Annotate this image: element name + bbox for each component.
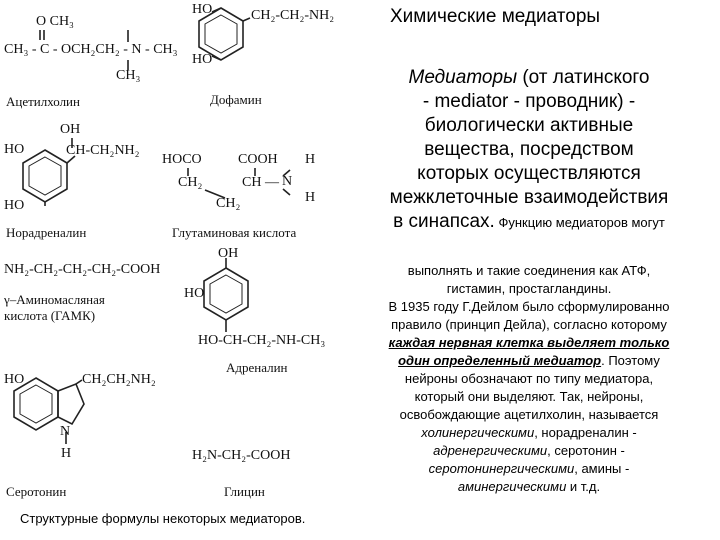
term-adrenergic: адренергическими: [433, 443, 548, 458]
definition-line: - mediator - проводник) -: [422, 91, 636, 112]
body-line: который они выделяют. Так, нейроны,: [414, 389, 644, 404]
glutamic-name: Глутаминовая кислота: [172, 225, 297, 240]
serotonin-name: Серотонин: [6, 484, 67, 499]
definition-line: которых осуществляются: [417, 163, 641, 184]
noradrenaline-side-chain: CH-CH₂NH₂: [66, 143, 140, 158]
figure-caption: Структурные формулы некоторых медиаторов.: [20, 511, 306, 526]
serotonin-ho: HO: [4, 372, 25, 387]
gaba-formula: NH₂-CH₂-CH₂-CH₂-COOH: [4, 262, 161, 277]
glutamic-n: N: [282, 174, 293, 189]
body-line: гистамин, простагландины.: [446, 281, 612, 296]
noradrenaline-name: Норадреналин: [6, 225, 87, 240]
definition-block: [338, 66, 720, 234]
slide-title: Химические медиаторы: [390, 6, 601, 27]
definition-line: Функцию медиаторов могут: [494, 215, 665, 230]
dopamine-side-chain: CH₂-CH₂-NH₂: [251, 8, 335, 23]
glutamic-ch2-left: CH₂: [178, 175, 203, 190]
adrenaline-ring: [204, 268, 248, 320]
glutamic-h-top: H: [305, 152, 316, 167]
body-line: , норадреналин -: [534, 425, 637, 440]
gaba-name-line1: γ–Аминомасляная: [4, 292, 105, 307]
gaba-name-line2: кислота (ГАМК): [4, 308, 96, 323]
glutamic-h-bottom: H: [305, 190, 316, 205]
body-line: нейроны обозначают по типу медиатора,: [404, 371, 654, 386]
glutamic-ch: CH —: [242, 175, 279, 190]
body-line: правило (принцип Дейла), согласно которому: [391, 317, 667, 332]
body-line: выполнять и такие соединения как АТФ,: [407, 263, 651, 278]
noradrenaline-ring: [23, 150, 67, 202]
adrenaline-ho-ring: HO: [184, 286, 205, 301]
glycine-formula: H₂N-CH₂-COOH: [192, 448, 291, 463]
body-line: . Поэтому: [601, 353, 660, 368]
acetylcholine-top-labels: O CH₃: [36, 14, 74, 29]
serotonin-side-chain: CH₂CH₂NH₂: [82, 372, 156, 387]
term-aminergic: аминергическими: [457, 479, 567, 494]
definition-line: (от латинского: [517, 67, 650, 88]
dopamine-ho-bottom: HO: [192, 52, 213, 67]
term-serotonergic: серотонинергическими: [428, 461, 575, 476]
adrenaline-name: Адреналин: [226, 360, 288, 375]
body-line: , серотонин -: [547, 443, 625, 458]
term-mediators: Медиаторы: [408, 67, 518, 88]
definition-line: межклеточные взаимодействия: [389, 187, 669, 208]
dopamine-name: Дофамин: [210, 92, 262, 107]
term-cholinergic: холинергическими: [421, 425, 535, 440]
acetylcholine-bottom-label: CH₃: [116, 68, 141, 83]
dale-principle-highlight: каждая нервная клетка выделяет только: [388, 335, 670, 350]
adrenaline-oh: OH: [218, 246, 239, 261]
noradrenaline-ho-bottom: HO: [4, 198, 25, 213]
body-line: и т.д.: [566, 479, 601, 494]
definition-line: вещества, посредством: [424, 139, 634, 160]
glutamic-ch2-bottom: CH₂: [216, 196, 241, 211]
serotonin-pyrrole-ring: [58, 384, 84, 424]
acetylcholine-name: Ацетилхолин: [6, 94, 80, 109]
dale-principle-highlight: один определенный медиатор: [398, 353, 602, 368]
glutamic-hoco: HOCO: [162, 152, 202, 167]
glycine-name: Глицин: [224, 484, 265, 499]
serotonin-h: H: [61, 446, 72, 461]
acetylcholine-formula: CH₃ - C - OCH₂CH₂ - N - CH₃: [4, 42, 178, 57]
adrenaline-side-chain: HO-CH-CH₂-NH-CH₃: [198, 333, 326, 348]
noradrenaline-oh: OH: [60, 122, 81, 137]
definition-line: биологически активные: [424, 115, 634, 136]
body-line: , амины -: [574, 461, 630, 476]
glutamic-cooh: COOH: [238, 152, 278, 167]
serotonin-n: N: [60, 424, 71, 439]
definition-line: в синапсах.: [393, 211, 495, 232]
dopamine-ho-top: HO: [192, 2, 213, 17]
noradrenaline-ho-top: HO: [4, 142, 25, 157]
body-line: освобождающие ацетилхолин, называется: [399, 407, 659, 422]
dale-principle-block: [338, 262, 720, 496]
body-line: В 1935 году Г.Дейлом было сформулированно: [388, 299, 670, 314]
